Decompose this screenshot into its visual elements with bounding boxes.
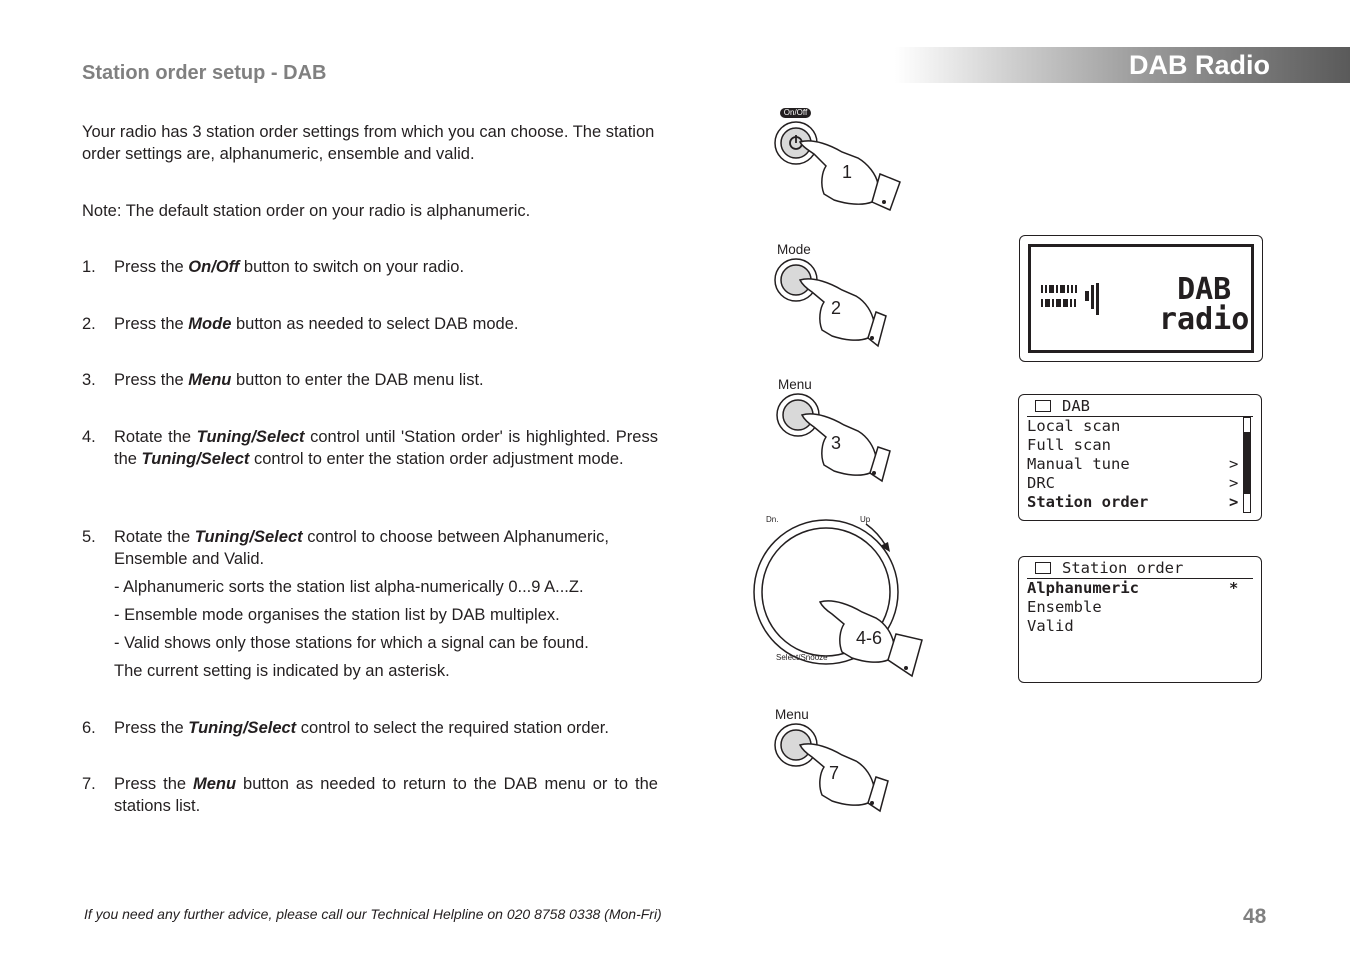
pointing-hand-icon xyxy=(774,242,924,352)
dial-down-label: Dn. xyxy=(766,515,779,524)
lcd-splash-text: DAB radio xyxy=(1159,272,1250,337)
step-5-note-alphanumeric: - Alphanumeric sorts the station list alpha-numerically 0...9 A...Z. xyxy=(114,578,584,596)
dial-select-snooze-label: Select/Snooze xyxy=(776,653,828,662)
tuning-select-dial-diagram xyxy=(748,512,933,682)
helpline-footer: If you need any further advice, please call our Technical Helpline on 020 8758 0338 (Mon-Fri) xyxy=(84,906,662,922)
step-5: 5. Rotate the Tuning/Select control to choose between Alphanumeric, Ensemble and Valid. xyxy=(82,528,609,568)
step-number-label: 4-6 xyxy=(856,628,883,648)
menu-button-diagram-step-7 xyxy=(774,707,924,817)
menu-title-row: DAB xyxy=(1027,397,1253,417)
step-number: 4. xyxy=(82,428,96,446)
step-number-label: 1 xyxy=(842,162,853,182)
header-bar xyxy=(895,47,1350,83)
chevron-right-icon: > xyxy=(1229,474,1239,492)
lcd-splash-screen xyxy=(1019,235,1263,362)
on-off-button-diagram xyxy=(774,106,924,216)
step-7: 7. Press the Menu button as needed to return to the DAB menu or to the stations list. xyxy=(82,775,658,815)
menu-item-manual-tune[interactable]: Manual tune xyxy=(1027,455,1130,473)
step-number-label: 2 xyxy=(831,298,842,318)
dab-logo-icon xyxy=(1039,283,1119,323)
step-4: 4. Rotate the Tuning/Select control until 'Station order' is highlighted. Press the Tuning/Select control to enter the station order adjustment mode. xyxy=(82,428,658,468)
step-5-note-valid: - Valid shows only those stations for which a signal can be found. xyxy=(114,634,589,652)
menu-item-drc[interactable]: DRC xyxy=(1027,474,1055,492)
lcd-station-order-menu xyxy=(1018,556,1262,683)
menu-list-icon xyxy=(1035,562,1051,574)
menu-item-full-scan[interactable]: Full scan xyxy=(1027,436,1111,454)
step-number: 2. xyxy=(82,315,96,333)
chevron-right-icon: > xyxy=(1229,455,1239,473)
menu-item-ensemble[interactable]: Ensemble xyxy=(1027,598,1102,616)
step-number: 6. xyxy=(82,719,96,737)
step-5-note-asterisk: The current setting is indicated by an asterisk. xyxy=(114,662,450,680)
pointing-hand-icon xyxy=(774,377,924,487)
pointing-hand-icon xyxy=(774,707,924,817)
step-number: 1. xyxy=(82,258,96,276)
power-button-icon xyxy=(774,106,924,216)
step-number: 3. xyxy=(82,371,96,389)
menu-title-row: Station order xyxy=(1027,559,1253,579)
page-number: 48 xyxy=(1243,905,1267,928)
intro-paragraph: Your radio has 3 station order settings from which you can choose. The station order settings are, alphanumeric, ensemble and valid. xyxy=(82,123,655,163)
mode-button-label: Mode xyxy=(777,242,811,257)
menu-scrollbar xyxy=(1243,417,1251,513)
note-paragraph: Note: The default station order on your radio is alphanumeric. xyxy=(82,202,531,220)
step-3: 3. Press the Menu button to enter the DAB menu list. xyxy=(82,371,484,389)
header-title: DAB Radio xyxy=(1129,50,1270,80)
menu-button-diagram xyxy=(774,377,924,487)
step-1: 1. Press the On/Off button to switch on your radio. xyxy=(82,258,465,276)
menu-button-label: Menu xyxy=(775,707,809,722)
mode-button-diagram xyxy=(774,242,924,352)
chevron-right-icon: > xyxy=(1229,493,1239,511)
step-2: 2. Press the Mode button as needed to select DAB mode. xyxy=(82,315,519,333)
step-number: 5. xyxy=(82,528,96,546)
menu-item-local-scan[interactable]: Local scan xyxy=(1027,417,1121,435)
dial-up-label: Up xyxy=(860,515,871,524)
on-off-button-label: On/Off xyxy=(780,108,811,118)
lcd-dab-menu xyxy=(1018,394,1262,521)
step-6: 6. Press the Tuning/Select control to select the required station order. xyxy=(82,719,609,737)
section-title: Station order setup - DAB xyxy=(82,62,327,84)
asterisk-selected-icon: * xyxy=(1229,579,1239,597)
menu-item-station-order[interactable]: Station order xyxy=(1027,493,1149,511)
menu-item-alphanumeric[interactable]: Alphanumeric xyxy=(1027,579,1139,597)
step-5-note-ensemble: - Ensemble mode organises the station list by DAB multiplex. xyxy=(114,606,560,624)
menu-list-icon xyxy=(1035,400,1051,412)
step-number-label: 7 xyxy=(829,763,840,783)
step-number: 7. xyxy=(82,775,96,793)
menu-item-valid[interactable]: Valid xyxy=(1027,617,1074,635)
step-number-label: 3 xyxy=(831,433,842,453)
menu-button-label: Menu xyxy=(778,377,812,392)
